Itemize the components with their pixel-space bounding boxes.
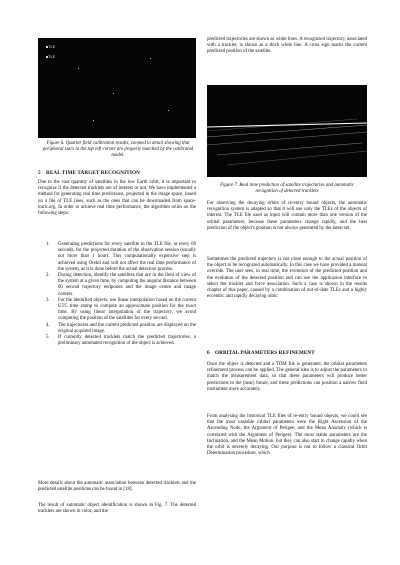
star-dot <box>78 68 79 69</box>
section-5-result: The result of automatic object identification is shown in Fig. 7. The detected tracklets are shown in color, and the <box>38 503 196 515</box>
star-dot <box>168 110 169 111</box>
list-item: 2. During detection, identify the satellites that are in the field of view of the system at a given time, by computing the angular distance between 60 second trajectory endpoints and the image centre and image corners. <box>46 273 196 297</box>
manual-override-paragraph: Sometimes the predicted trajectory is not close enough to the actual position of the object to be recognized automatically. In this case we have provided a manual override. The user sees, in real time, the evolution of the predicted position and the evolution of the detected position and can use the application interface to select the tracklet and force association. Such a case is shown in the results chapter of this paper, caused by a combination of out-of-date TLEs and a highly eccentric and rapidly decaying orbit. <box>207 257 367 300</box>
figure-7-caption: Figure 7. Real time prediction of satellite trajectories and automatic recognition of detected tracklets <box>220 183 354 195</box>
section-6-paragraph-2: From analysing the historical TLE files of re-entry bound objects, we could see that the most unstable orbital parameters were the Right Ascension of the Ascending Node, the Argument of Perigee, and the Mean Anomaly (which is correlated with the Argument of Perigee). The most stable parameters are the Inclination, and the Mean Motion, but they can also start to change rapidly when the orbit is severely decaying. Our purpose is not to follow a classical Orbit Determination procedure, which <box>207 414 367 457</box>
right-top-paragraph: predicted trajectories are shown as white lines. A recognized trajectory, associated with a tracklet, is shown as a thick white line. A cross sign marks the current predicted position of the satellite. <box>207 37 367 55</box>
list-item: 5. If currently detected tracklets match the predicted trajectories, a preliminary automated recognition of the object is achieved. <box>46 335 196 347</box>
star-dot <box>93 120 94 121</box>
reentry-paragraph: For observing the decaying orbits of re-entry bound objects, the automatic recognition system is adapted so that it will use only the TLEs of the objects of interest. The TLE file used as input will contain more than one version of the orbital parameters, because these parameters change rapidly, and the best prediction of the object's position is not always generated by the latest set. <box>207 201 367 231</box>
list-item: 4. The trajectories and the current predicted position are displayed on the original acquired image. <box>46 322 196 334</box>
star-dot <box>113 93 114 94</box>
figure-7-image <box>207 85 367 177</box>
figure-6-label: TLE <box>48 54 56 59</box>
section-5-steps <box>46 242 196 347</box>
section-6-paragraph-1: Once the object is detected and a TDM file is generated, the orbital parameters refinement process can be applied. The general idea is to adjust the parameters to match the measurement data, so that these parameters will produce better predictions in the (near) future, and these predictions can position a narrow field instrument more accurately. <box>207 362 367 392</box>
section-5-more: More details about the automatic association between detected tracklets and the predicted satellite positions can be found in [18]. <box>38 481 196 493</box>
star-dot <box>46 56 48 58</box>
list-item: 3. For the identified objects, use linear interpolation based on the current UTC time stamp to compute an approximate position for the exact time. By using linear interpolation of the trajectory, we avoid computing the position of the satellites for every second. <box>46 297 196 322</box>
star-dot <box>46 46 48 48</box>
figure-6-image <box>38 38 196 138</box>
section-5-intro: Due to the vast quantity of satellites in the low Earth orbit, it is important to recognize if the detected tracklets are of interest or not. We have implemented a method for generating real time predictions, projected in the image space, based on a file of TLE lines, such as the ones that can be downloaded from space-track.org. In order to achieve real time performance, the algorithm relies on the following steps: <box>38 180 196 217</box>
list-item: 1. Generating predictions for every satellite in the TLE file, at every 60 seconds, for the projected duration of the observation session (usually not more than 1 hour). This computationally expensive step is achieved using Orekit and will not affect the real time performance of the system, as it is done before the actual detection process. <box>46 242 196 272</box>
section-6-heading: 6 ORBITAL PARAMETERS REFINEMENT <box>207 350 315 356</box>
figure-6-caption: Figure 6. Quarter field calibration results, zoomed in detail showing that peripheral stars in the top left corner are properly matched by the calibrated model. <box>42 141 194 159</box>
star-dot <box>150 58 151 59</box>
section-5-heading: 5 REAL TIME TARGET RECOGNITION <box>38 170 140 176</box>
figure-7-trajectories <box>207 85 367 177</box>
figure-6-label: TLE <box>48 44 56 49</box>
